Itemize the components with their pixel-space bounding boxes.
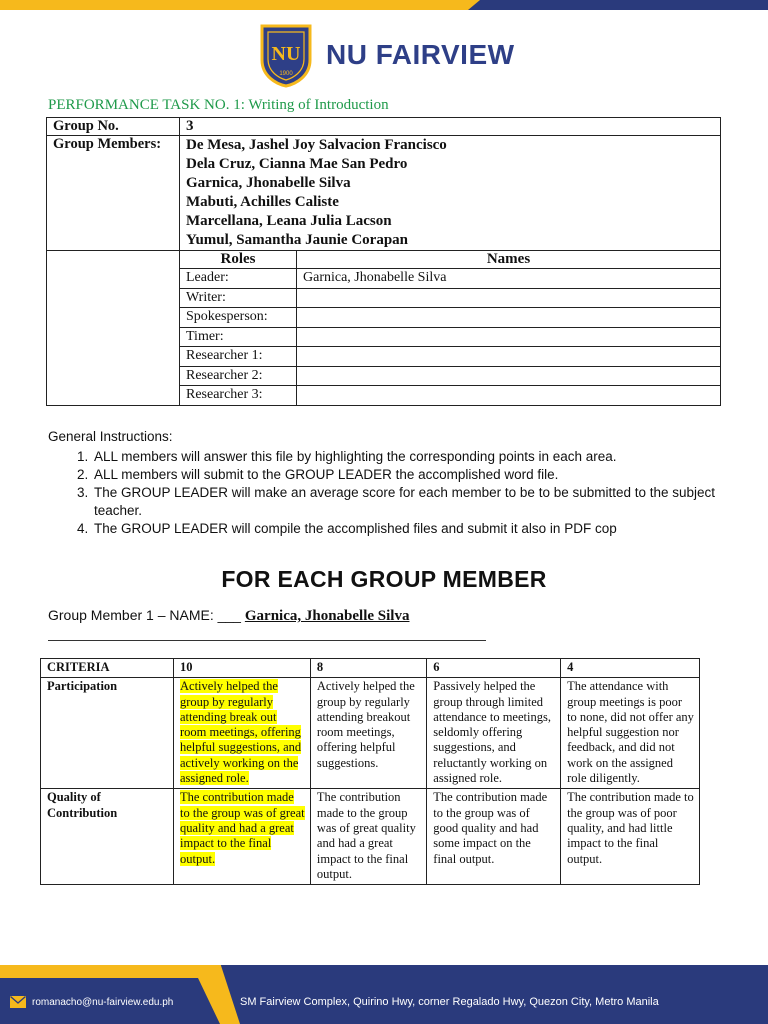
role-label: Timer: xyxy=(180,327,297,347)
role-label: Researcher 3: xyxy=(180,386,297,406)
brand-name: NU FAIRVIEW xyxy=(326,39,515,70)
instruction-item: 3. The GROUP LEADER will make an average score for each member to be to be submitted to the subject teacher. xyxy=(92,484,728,520)
seal-monogram: NU xyxy=(271,43,301,65)
member-line-name: Garnica, Jhonabelle Silva xyxy=(244,608,410,624)
member-line-prefix: Group Member 1 – NAME: ___ xyxy=(48,607,245,623)
rubric-row-quality xyxy=(41,789,700,885)
role-row xyxy=(47,269,721,289)
rubric-header: CRITERIA xyxy=(41,659,174,678)
blank-underline xyxy=(48,640,486,641)
rubric-cell-selected[interactable] xyxy=(174,678,311,789)
group-member-line xyxy=(48,607,409,625)
section-title: FOR EACH GROUP MEMBER xyxy=(221,566,547,592)
role-name xyxy=(297,327,721,347)
rubric-header: 4 xyxy=(561,659,700,678)
highlighted-text: The contribution made to the group was of great quality and had a great impact to the final output. xyxy=(180,790,305,866)
member-name: Yumul, Samantha Jaunie Corapan xyxy=(186,232,409,248)
rubric-header-row xyxy=(41,659,700,678)
member-name: Mabuti, Achilles Caliste xyxy=(186,194,339,210)
role-row xyxy=(47,327,721,347)
nu-seal-icon xyxy=(258,22,314,88)
roles-spacer xyxy=(47,366,180,386)
role-name xyxy=(297,386,721,406)
email-text[interactable]: romanacho@nu-fairview.edu.ph xyxy=(32,996,174,1008)
roles-spacer xyxy=(47,288,180,308)
role-label: Researcher 2: xyxy=(180,366,297,386)
criterion-label: Quality of Contribution xyxy=(41,789,174,885)
role-name xyxy=(297,347,721,367)
instructions-heading: General Instructions: xyxy=(48,429,173,444)
rubric-header: 8 xyxy=(310,659,426,678)
group-number-value: 3 xyxy=(180,118,721,136)
criterion-label: Participation xyxy=(41,678,174,789)
page-header xyxy=(258,20,515,90)
roles-spacer xyxy=(47,251,180,269)
role-label: Spokesperson: xyxy=(180,308,297,328)
group-members-label: Group Members: xyxy=(47,136,180,251)
general-instructions xyxy=(48,428,728,538)
highlighted-text: Actively helped the group by regularly attending break out room meetings, offering helpful suggestions, and actively working on the assigned role. xyxy=(180,679,302,786)
role-name xyxy=(297,308,721,328)
roles-spacer xyxy=(47,308,180,328)
roles-header: Roles xyxy=(180,251,297,269)
group-number-label: Group No. xyxy=(47,118,180,136)
group-info-table xyxy=(46,117,721,406)
footer-email xyxy=(10,996,173,1008)
seal-year: 1900 xyxy=(279,71,293,77)
role-row xyxy=(47,347,721,367)
footer-address: SM Fairview Complex, Quirino Hwy, corner Regalado Hwy, Quezon City, Metro Manila xyxy=(240,996,659,1008)
roles-spacer xyxy=(47,347,180,367)
rubric-cell[interactable]: Passively helped the group through limited attendance to meetings, seldomly offering suggestions, and reluctantly working on assigned role. xyxy=(427,678,561,789)
role-row xyxy=(47,308,721,328)
role-row xyxy=(47,288,721,308)
role-row xyxy=(47,386,721,406)
role-name: Garnica, Jhonabelle Silva xyxy=(297,269,721,289)
role-label: Writer: xyxy=(180,288,297,308)
top-brand-bar xyxy=(468,0,768,10)
rubric-header: 10 xyxy=(174,659,311,678)
instruction-item: 4. The GROUP LEADER will compile the accomplished files and submit it also in PDF cop xyxy=(92,520,728,538)
instructions-list xyxy=(48,448,728,538)
rubric-header: 6 xyxy=(427,659,561,678)
instruction-item: 1. ALL members will answer this file by highlighting the corresponding points in each area. xyxy=(92,448,728,466)
criteria-rubric-table xyxy=(40,658,700,885)
member-name: Dela Cruz, Cianna Mae San Pedro xyxy=(186,156,408,172)
rubric-cell[interactable]: Actively helped the group by regularly attending breakout room meetings, offering helpful suggestions. xyxy=(310,678,426,789)
role-row xyxy=(47,366,721,386)
group-number-row xyxy=(47,118,721,136)
rubric-cell-selected[interactable] xyxy=(174,789,311,885)
rubric-cell[interactable]: The contribution made to the group was of poor quality, and had little impact to the final output. xyxy=(561,789,700,885)
instruction-item: 2. ALL members will submit to the GROUP LEADER the accomplished word file. xyxy=(92,466,728,484)
roles-spacer xyxy=(47,269,180,289)
roles-spacer xyxy=(47,327,180,347)
member-name: De Mesa, Jashel Joy Salvacion Francisco xyxy=(186,137,447,153)
rubric-cell[interactable]: The attendance with group meetings is poor to none, did not offer any helpful suggestion nor feedback, and did not work on the assigned role diligently. xyxy=(561,678,700,789)
role-label: Leader: xyxy=(180,269,297,289)
roles-header-row xyxy=(47,251,721,269)
names-header: Names xyxy=(297,251,721,269)
group-members-list xyxy=(180,136,721,251)
rubric-row-participation xyxy=(41,678,700,789)
envelope-icon xyxy=(10,996,26,1008)
member-name: Garnica, Jhonabelle Silva xyxy=(186,175,351,191)
rubric-cell[interactable]: The contribution made to the group was of good quality and had some impact on the final output. xyxy=(427,789,561,885)
role-name xyxy=(297,288,721,308)
role-name xyxy=(297,366,721,386)
member-name: Marcellana, Leana Julia Lacson xyxy=(186,213,392,229)
roles-spacer xyxy=(47,386,180,406)
rubric-cell[interactable]: The contribution made to the group was of great quality and had a great impact to the final output. xyxy=(310,789,426,885)
role-label: Researcher 1: xyxy=(180,347,297,367)
group-members-row xyxy=(47,136,721,251)
task-title: PERFORMANCE TASK NO. 1: Writing of Introduction xyxy=(48,97,389,113)
